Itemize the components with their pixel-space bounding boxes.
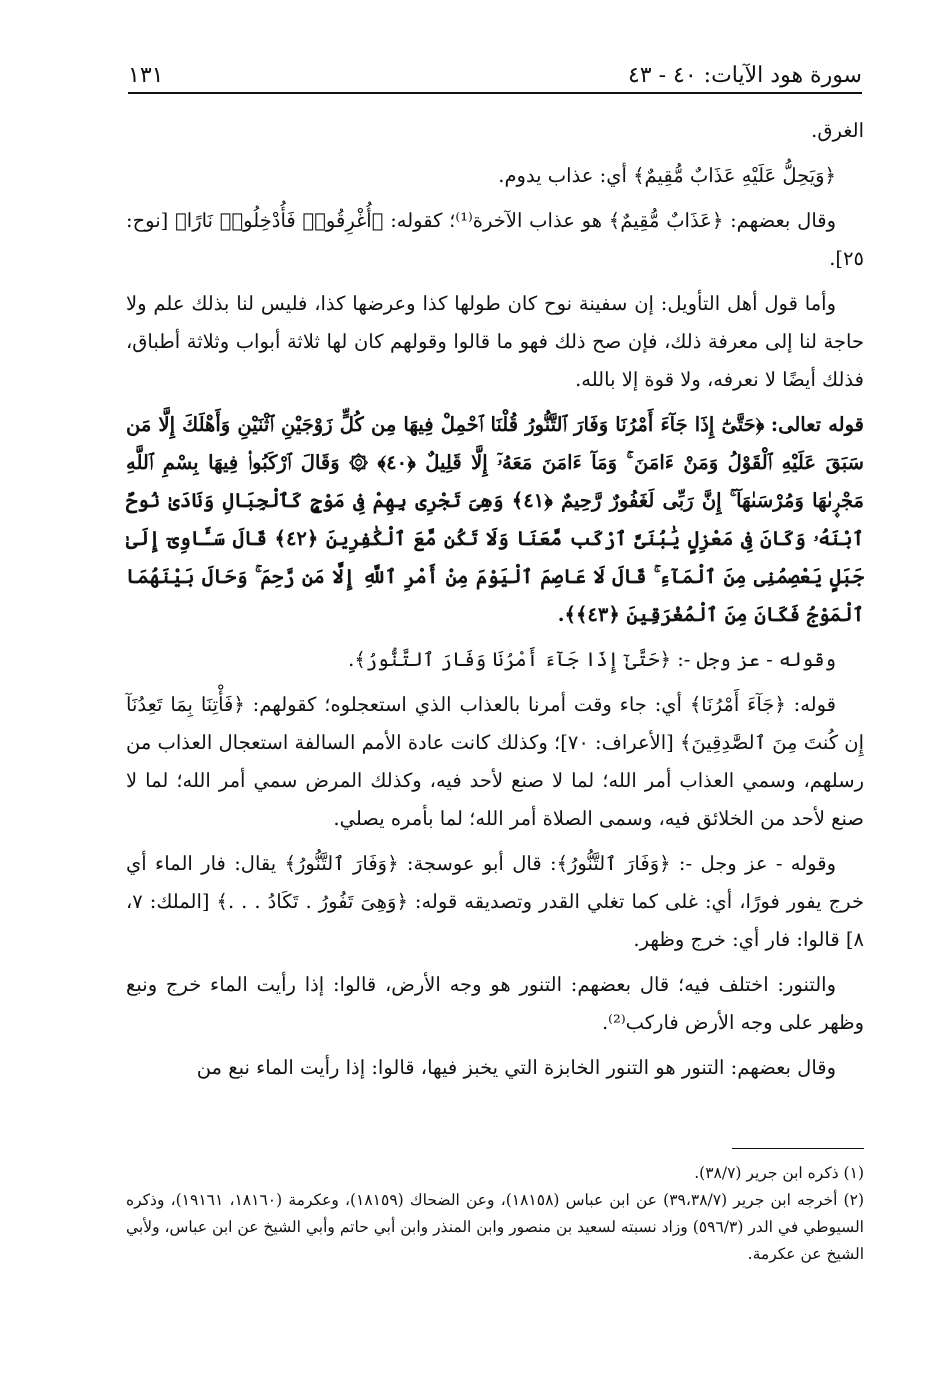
header-title: سورة هود الآيات: ٤٠ - ٤٣: [627, 63, 862, 88]
verse-block: [126, 406, 864, 634]
paragraph: وأما قول أهل التأويل: إن سفينة نوح كان طولها كذا وعرضها كذا، فليس لنا بذلك علم ولا حاجة لنا إلى معرفة ذلك، فإن صح ذلك فهو ما قالوا وقولهم كان لها ثلاثة أبواب وثلاثة أطباق، فذلك أيضًا لا نعرفه، ولا قوة إلا بالله.: [126, 292, 864, 391]
main-text: [126, 112, 864, 1094]
paragraph: وقال بعضهم: التنور هو التنور الخابزة التي يخبز فيها، قالوا: إذا رأيت الماء نبع من: [196, 1056, 836, 1079]
footnotes: [126, 1160, 864, 1268]
footnote-separator: [732, 1148, 864, 1149]
quran-verses: ﴿حَتَّىٰٓ إِذَا جَآءَ أَمْرُنَا وَفَارَ ٱلتَّنُّورُ قُلْنَا ٱحْمِلْ فِيهَا مِن كُلٍّ زَوْجَيْنِ ٱثْنَيْنِ وَأَهْلَكَ إِلَّا مَن سَبَقَ عَلَيْهِ ٱلْقَوْلُ وَمَنْ ءَامَنَ ۚ وَمَآ ءَامَنَ مَعَهُۥٓ إِلَّا قَلِيلٌ ﴿٤٠﴾ ۞ وَقَالَ ٱرْكَبُوا۟ فِيهَا بِسْمِ ٱللَّهِ مَجْر۪ىٰهَا وَمُرْسَىٰهَآ ۚ إِنَّ رَبِّى لَغَفُورٌ رَّحِيمٌ ﴿٤١﴾ وَهِىَ تَجْرِى بِهِمْ فِى مَوْجٍ كَٱلْجِبَالِ وَنَادَىٰ نُوحٌ ٱبْنَهُۥ وَكَانَ فِى مَعْزِلٍ يَٰبُنَىَّ ٱرْكَب مَّعَنَا وَلَا تَكُن مَّعَ ٱلْكَٰفِرِينَ ﴿٤٢﴾ قَالَ سَـَٔاوِىٓ إِلَىٰ جَبَلٍ يَعْصِمُنِى مِنَ ٱلْمَآءِ ۚ قَالَ لَا عَاصِمَ ٱلْيَوْمَ مِنْ أَمْرِ ٱللَّهِ إِلَّا مَن رَّحِمَ ۚ وَحَالَ بَيْنَهُمَا ٱلْمَوْجُ فَكَانَ مِنَ ٱلْمُغْرَقِينَ ﴿٤٣﴾﴾.: [126, 413, 864, 626]
paragraph: والتنور: اختلف فيه؛ قال بعضهم: التنور هو وجه الأرض، قالوا: إذا رأيت الماء خرج ونبع وظهر على وجه الأرض فاركب⁽²⁾.: [126, 973, 864, 1034]
paragraph: قوله: ﴿جَآءَ أَمْرُنَا﴾ أي: جاء وقت أمرنا بالعذاب الذي استعجلوه؛ كقولهم: ﴿فَأْتِنَا بِمَا تَعِدُنَآ إِن كُنتَ مِنَ ٱلصَّٰدِقِينَ﴾ [الأعراف: ٧٠]؛ وكذلك كانت عادة الأمم السالفة استعجال العذاب من رسلهم، وسمي العذاب أمر الله؛ لما لا صنع لأحد فيه، وكذلك المرض سمي أمر الله؛ لما لا صنع لأحد من الخلائق فيه، وسمى الصلاة أمر الله؛ لما بأمره يصلي.: [126, 693, 864, 830]
footnote: (١) ذكره ابن جرير (٣٨/٧).: [694, 1164, 864, 1182]
paragraph: وقوله - عز وجل -: ﴿وَفَارَ ٱلتَّنُّورُ﴾: قال أبو عوسجة: ﴿وَفَارَ ٱلتَّنُّورُ﴾ يقال: فار الماء أي خرج يفور فورًا، أي: غلى كما تغلي القدر وتصديقه قوله: ﴿وَهِىَ تَفُورُ . تَكَادُ . . .﴾ [الملك: ٧، ٨] قالوا: فار أي: خرج وظهر.: [126, 852, 864, 951]
paragraph: وقال بعضهم: ﴿عَذَابٌ مُّقِيمٌ﴾ هو عذاب الآخرة⁽¹⁾؛ كقوله: ﴿أُغْرِقُوا۟ فَأُدْخِلُوا۟ نَارًا﴾ [نوح: ٢٥].: [126, 209, 864, 270]
footnote: (٢) أخرجه ابن جرير (٣٩،٣٨/٧) عن ابن عباس (١٨١٥٨)، وعن الضحاك (١٨١٥٩)، وعكرمة (١٨١٦٠، ١٩١٦١)، وذكره السيوطي في الدر (٥٩٦/٣) وزاد نسبته لسعيد بن منصور وابن المنذر وابن أبي حاتم وأبي الشيخ عن ابن عباس، ولأبي الشيخ عن عكرمة.: [126, 1191, 864, 1263]
paragraph: الغرق.: [811, 119, 864, 142]
running-header: [128, 48, 862, 94]
verse-lead: قوله تعالى:: [770, 413, 864, 436]
page-number: ١٣١: [128, 63, 164, 88]
paragraph: وقوله - عز وجل -: ﴿حَتَّىٰٓ إِذَا جَآءَ أَمْرُنَا وَفَارَ ٱلتَّنُّورُ﴾.: [348, 648, 836, 671]
paragraph: ﴿وَيَحِلُّ عَلَيْهِ عَذَابٌ مُّقِيمٌ﴾ أي: عذاب يدوم.: [498, 164, 836, 187]
